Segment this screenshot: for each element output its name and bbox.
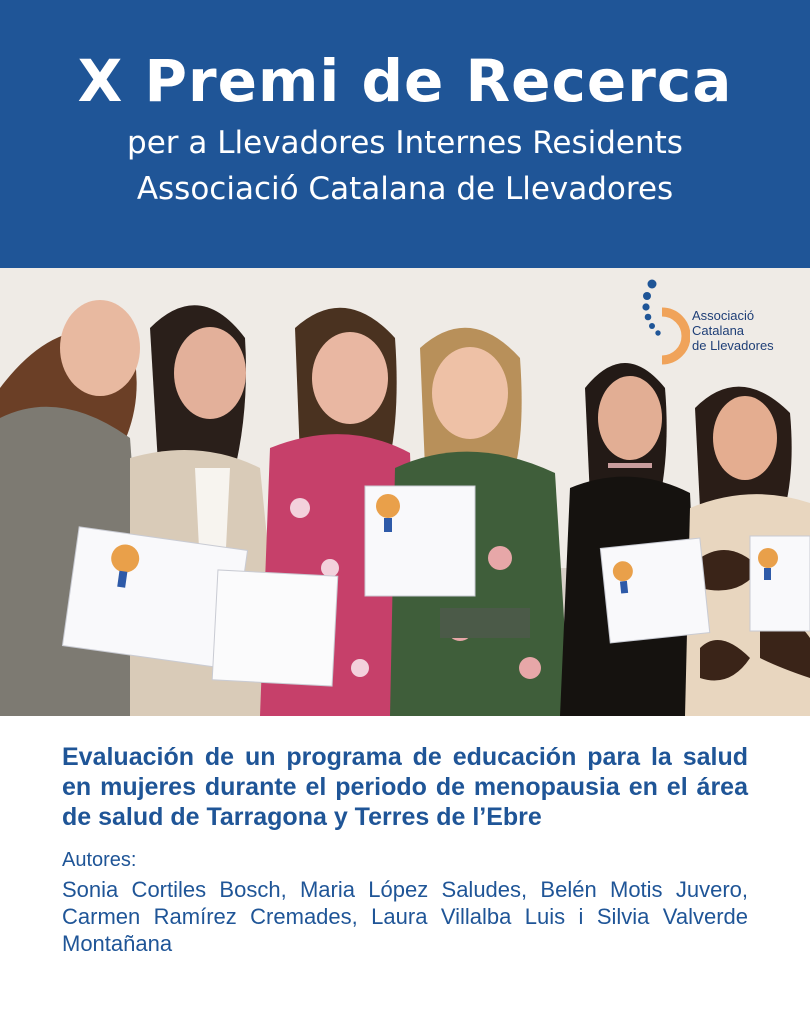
authors-label: Autores: bbox=[62, 849, 137, 871]
certificate-4 bbox=[600, 538, 709, 643]
award-photo bbox=[0, 268, 810, 716]
content-section bbox=[62, 742, 748, 957]
logo-text bbox=[692, 308, 774, 353]
certificate-2 bbox=[212, 570, 338, 686]
logo-line-1: Associació bbox=[692, 308, 755, 323]
association-logo bbox=[640, 278, 800, 368]
paper-title: Evaluación de un programa de educación para la salud en mujeres durante el periodo de menopausia en el área de salud de Tarragona y Terres de l’Ebre bbox=[62, 743, 748, 831]
authors-list: Sonia Cortiles Bosch, Maria López Saludes, Belén Motis Juvero, Carmen Ramírez Cremades, Laura Villalba Luis i Silvia Valverde Montañana bbox=[62, 877, 748, 956]
page-title: X Premi de Recerca bbox=[77, 47, 733, 115]
header-banner bbox=[0, 0, 810, 268]
logo-line-3: de Llevadores bbox=[692, 338, 774, 353]
certificate-5 bbox=[750, 536, 810, 631]
subtitle-line-2: Associació Catalana de Llevadores bbox=[136, 171, 674, 207]
logo-line-2: Catalana bbox=[692, 323, 745, 338]
certificate-3 bbox=[365, 486, 475, 596]
logo-mark-icon bbox=[640, 278, 690, 368]
subtitle-line-1: per a Llevadores Internes Residents bbox=[127, 125, 683, 161]
